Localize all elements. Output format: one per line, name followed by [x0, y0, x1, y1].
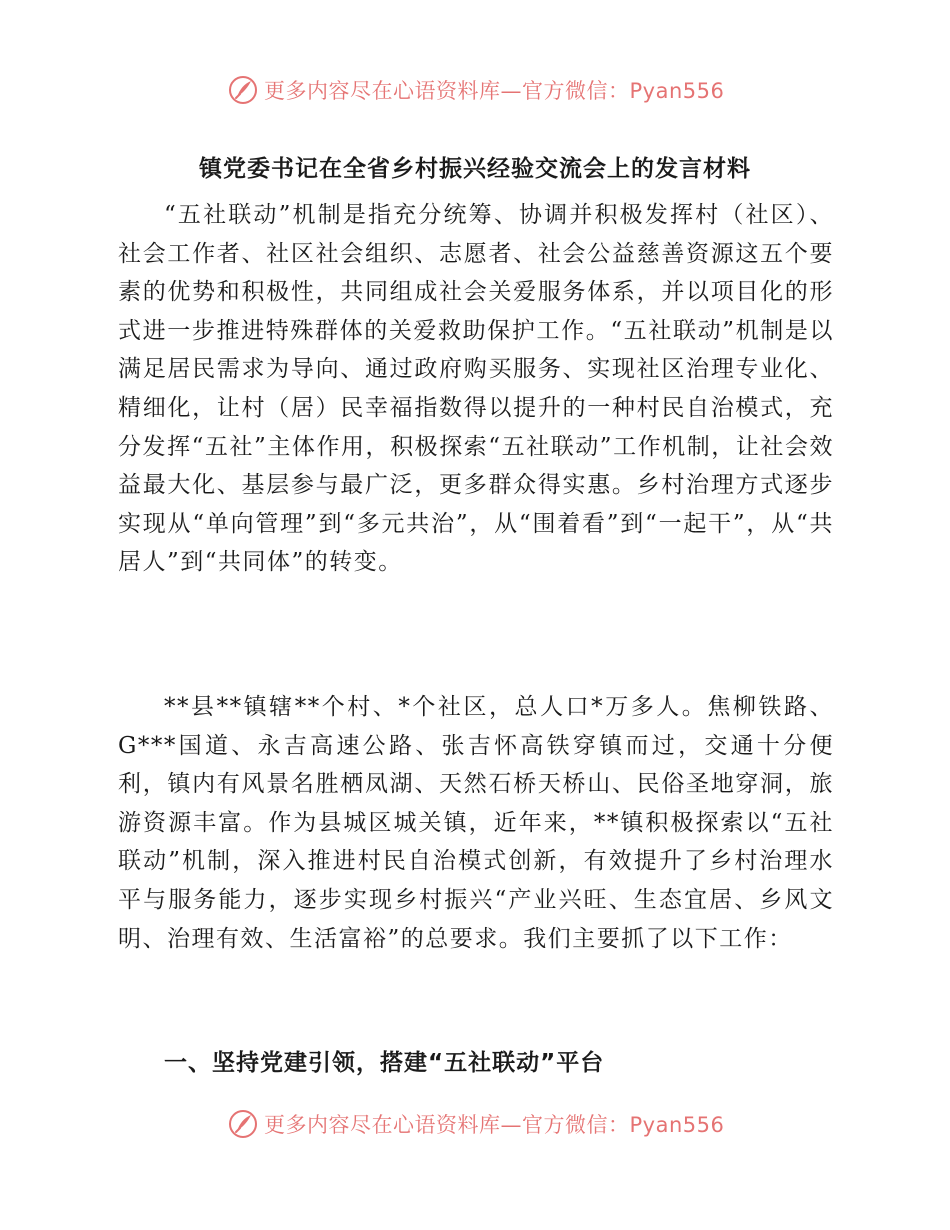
paragraph-intro: “五社联动”机制是指充分统筹、协调并积极发挥村（社区）、社会工作者、社区社会组织、志愿者、社会公益慈善资源这五个要素的优势和积极性，共同组成社会关爱服务体系，并以项目化的形式进一步推进特殊群体的关爱救助保护工作。“五社联动”机制是以满足居民需求为导向、通过政府购买服务、实现社区治理专业化、精细化，让村（居）民幸福指数得以提升的一种村民自治模式，充分发挥“五社”主体作用，积极探索“五社联动”工作机制，让社会效益最大化、基层参与最广泛，更多群众得实惠。乡村治理方式逐步实现从“单向管理”到“多元共治”，从“围着看”到“一起干”，从“共居人”到“共同体”的转变。: [118, 202, 834, 576]
section-heading-1: 一、坚持党建引领，搭建“五社联动”平台: [164, 1050, 605, 1076]
paragraph-town-overview: **县**镇辖**个村、*个社区，总人口*万多人。焦柳铁路、G***国道、永吉高速公路、张吉怀高铁穿镇而过，交通十分便利，镇内有风景名胜栖凤湖、天然石桥天桥山、民俗圣地穿洞，旅游资源丰富。作为县城区城关镇，近年来，**镇积极探索以“五社联动”机制，深入推进村民自治模式创新，有效提升了乡村治理水平与服务能力，逐步实现乡村振兴“产业兴旺、生态宜居、乡风文明、治理有效、生活富裕”的总要求。我们主要抓了以下工作：: [118, 694, 834, 952]
watermark-footer: [228, 1106, 728, 1142]
watermark-text: 更多内容尽在心语资料库—官方微信：Pyan556: [264, 1113, 725, 1137]
document-title: 镇党委书记在全省乡村振兴经验交流会上的发言材料: [199, 156, 751, 182]
quill-pen-logo-icon: [228, 75, 258, 105]
watermark-header: [228, 72, 728, 108]
quill-pen-logo-icon: [228, 1109, 258, 1139]
watermark-text: 更多内容尽在心语资料库—官方微信：Pyan556: [264, 79, 725, 103]
